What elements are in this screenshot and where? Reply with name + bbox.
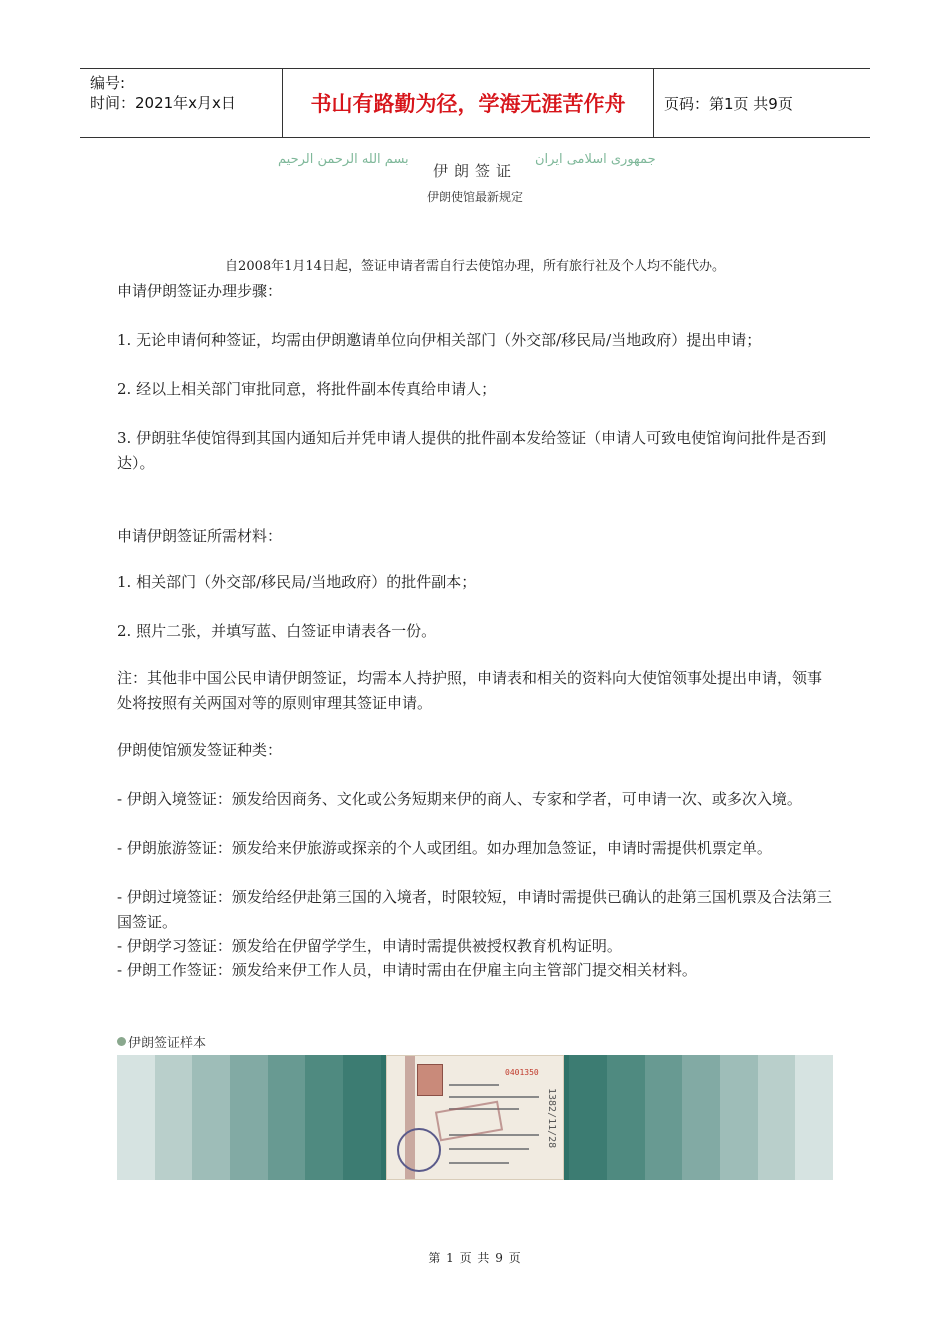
page-title: 伊朗签证 — [432, 162, 517, 180]
color-stripe — [720, 1055, 758, 1180]
visa-type-tourist: - 伊朗旅游签证：颁发给来伊旅游或探亲的个人或团组。如办理加急签证，申请时需提供机票定单。 — [117, 839, 772, 857]
sample-caption — [117, 1032, 206, 1051]
step-2: 2. 经以上相关部门审批同意，将批件副本传真给申请人； — [117, 380, 497, 398]
page-subtitle: 伊朗使馆最新规定 — [426, 190, 523, 204]
code-label: 编号: — [90, 74, 126, 92]
header-motto: 书山有路勤为径，学海无涯苦作舟 — [282, 69, 654, 137]
color-stripe — [117, 1055, 155, 1180]
header-page-label: 页码：第1页 共9页 — [664, 94, 793, 113]
visa-number: 0401350 — [505, 1068, 539, 1077]
visa-seal-icon — [397, 1128, 441, 1172]
color-stripe — [192, 1055, 230, 1180]
visa-photo — [417, 1064, 443, 1096]
document-header — [80, 68, 870, 138]
color-stripe — [758, 1055, 796, 1180]
color-stripe — [682, 1055, 720, 1180]
material-2: 2. 照片二张，并填写蓝、白签证申请表各一份。 — [117, 622, 437, 640]
header-meta-cell — [80, 69, 282, 137]
visa-type-study: - 伊朗学习签证：颁发给在伊留学学生，申请时需提供被授权教育机构证明。 — [117, 937, 622, 955]
sample-caption-text: 伊朗签证样本 — [128, 1036, 207, 1051]
step-3: 3. 伊朗驻华使馆得到其国内通知后并凭申请人提供的批件副本发给签证（申请人可致电使馆询问批件是否到达）。 — [117, 429, 827, 472]
steps-heading: 申请伊朗签证办理步骤： — [117, 282, 283, 300]
visa-type-entry: - 伊朗入境签证：颁发给因商务、文化或公务短期来伊的商人、专家和学者，可申请一次、或多次入境。 — [117, 790, 802, 808]
color-stripe — [343, 1055, 381, 1180]
date-label: 时间：2021年x月x日 — [90, 94, 236, 112]
color-stripe — [569, 1055, 607, 1180]
note-paragraph: 注：其他非中国公民申请伊朗签证，均需本人持护照，申请表和相关的资料向大使馆领事处提出申请，领事处将按照有关两国对等的原则审理其签证申请。 — [117, 669, 823, 712]
color-stripe — [795, 1055, 833, 1180]
materials-heading: 申请伊朗签证所需材料： — [117, 527, 283, 545]
visa-side-number: 1382/11/28 — [546, 1088, 557, 1149]
color-stripe — [268, 1055, 306, 1180]
page-footer: 第 1 页 共 9 页 — [428, 1251, 522, 1265]
bullet-dot-icon — [117, 1037, 126, 1046]
color-stripe — [645, 1055, 683, 1180]
color-stripe — [607, 1055, 645, 1180]
visa-type-work: - 伊朗工作签证：颁发给来伊工作人员，申请时需由在伊雇主向主管部门提交相关材料。 — [117, 961, 697, 979]
intro-notice: 自2008年1月14日起，签证申请者需自行去使馆办理，所有旅行社及个人均不能代办。 — [225, 259, 725, 274]
color-stripe — [155, 1055, 193, 1180]
color-stripe — [305, 1055, 343, 1180]
material-1: 1. 相关部门（外交部/移民局/当地政府）的批件副本； — [117, 573, 477, 591]
visa-types-heading: 伊朗使馆颁发签证种类： — [117, 741, 283, 759]
color-stripe — [230, 1055, 268, 1180]
arabic-calligraphy-right: جمهوری اسلامی ایران — [535, 152, 656, 167]
arabic-calligraphy-left: بسم الله الرحمن الرحيم — [278, 152, 409, 167]
visa-type-transit: - 伊朗过境签证：颁发给经伊赴第三国的入境者，时限较短，申请时需提供已确认的赴第三国机票及合法第三国签证。 — [117, 888, 832, 931]
visa-sample-image — [386, 1055, 564, 1180]
step-1: 1. 无论申请何种签证，均需由伊朗邀请单位向伊相关部门（外交部/移民局/当地政府）提出申请； — [117, 331, 762, 349]
